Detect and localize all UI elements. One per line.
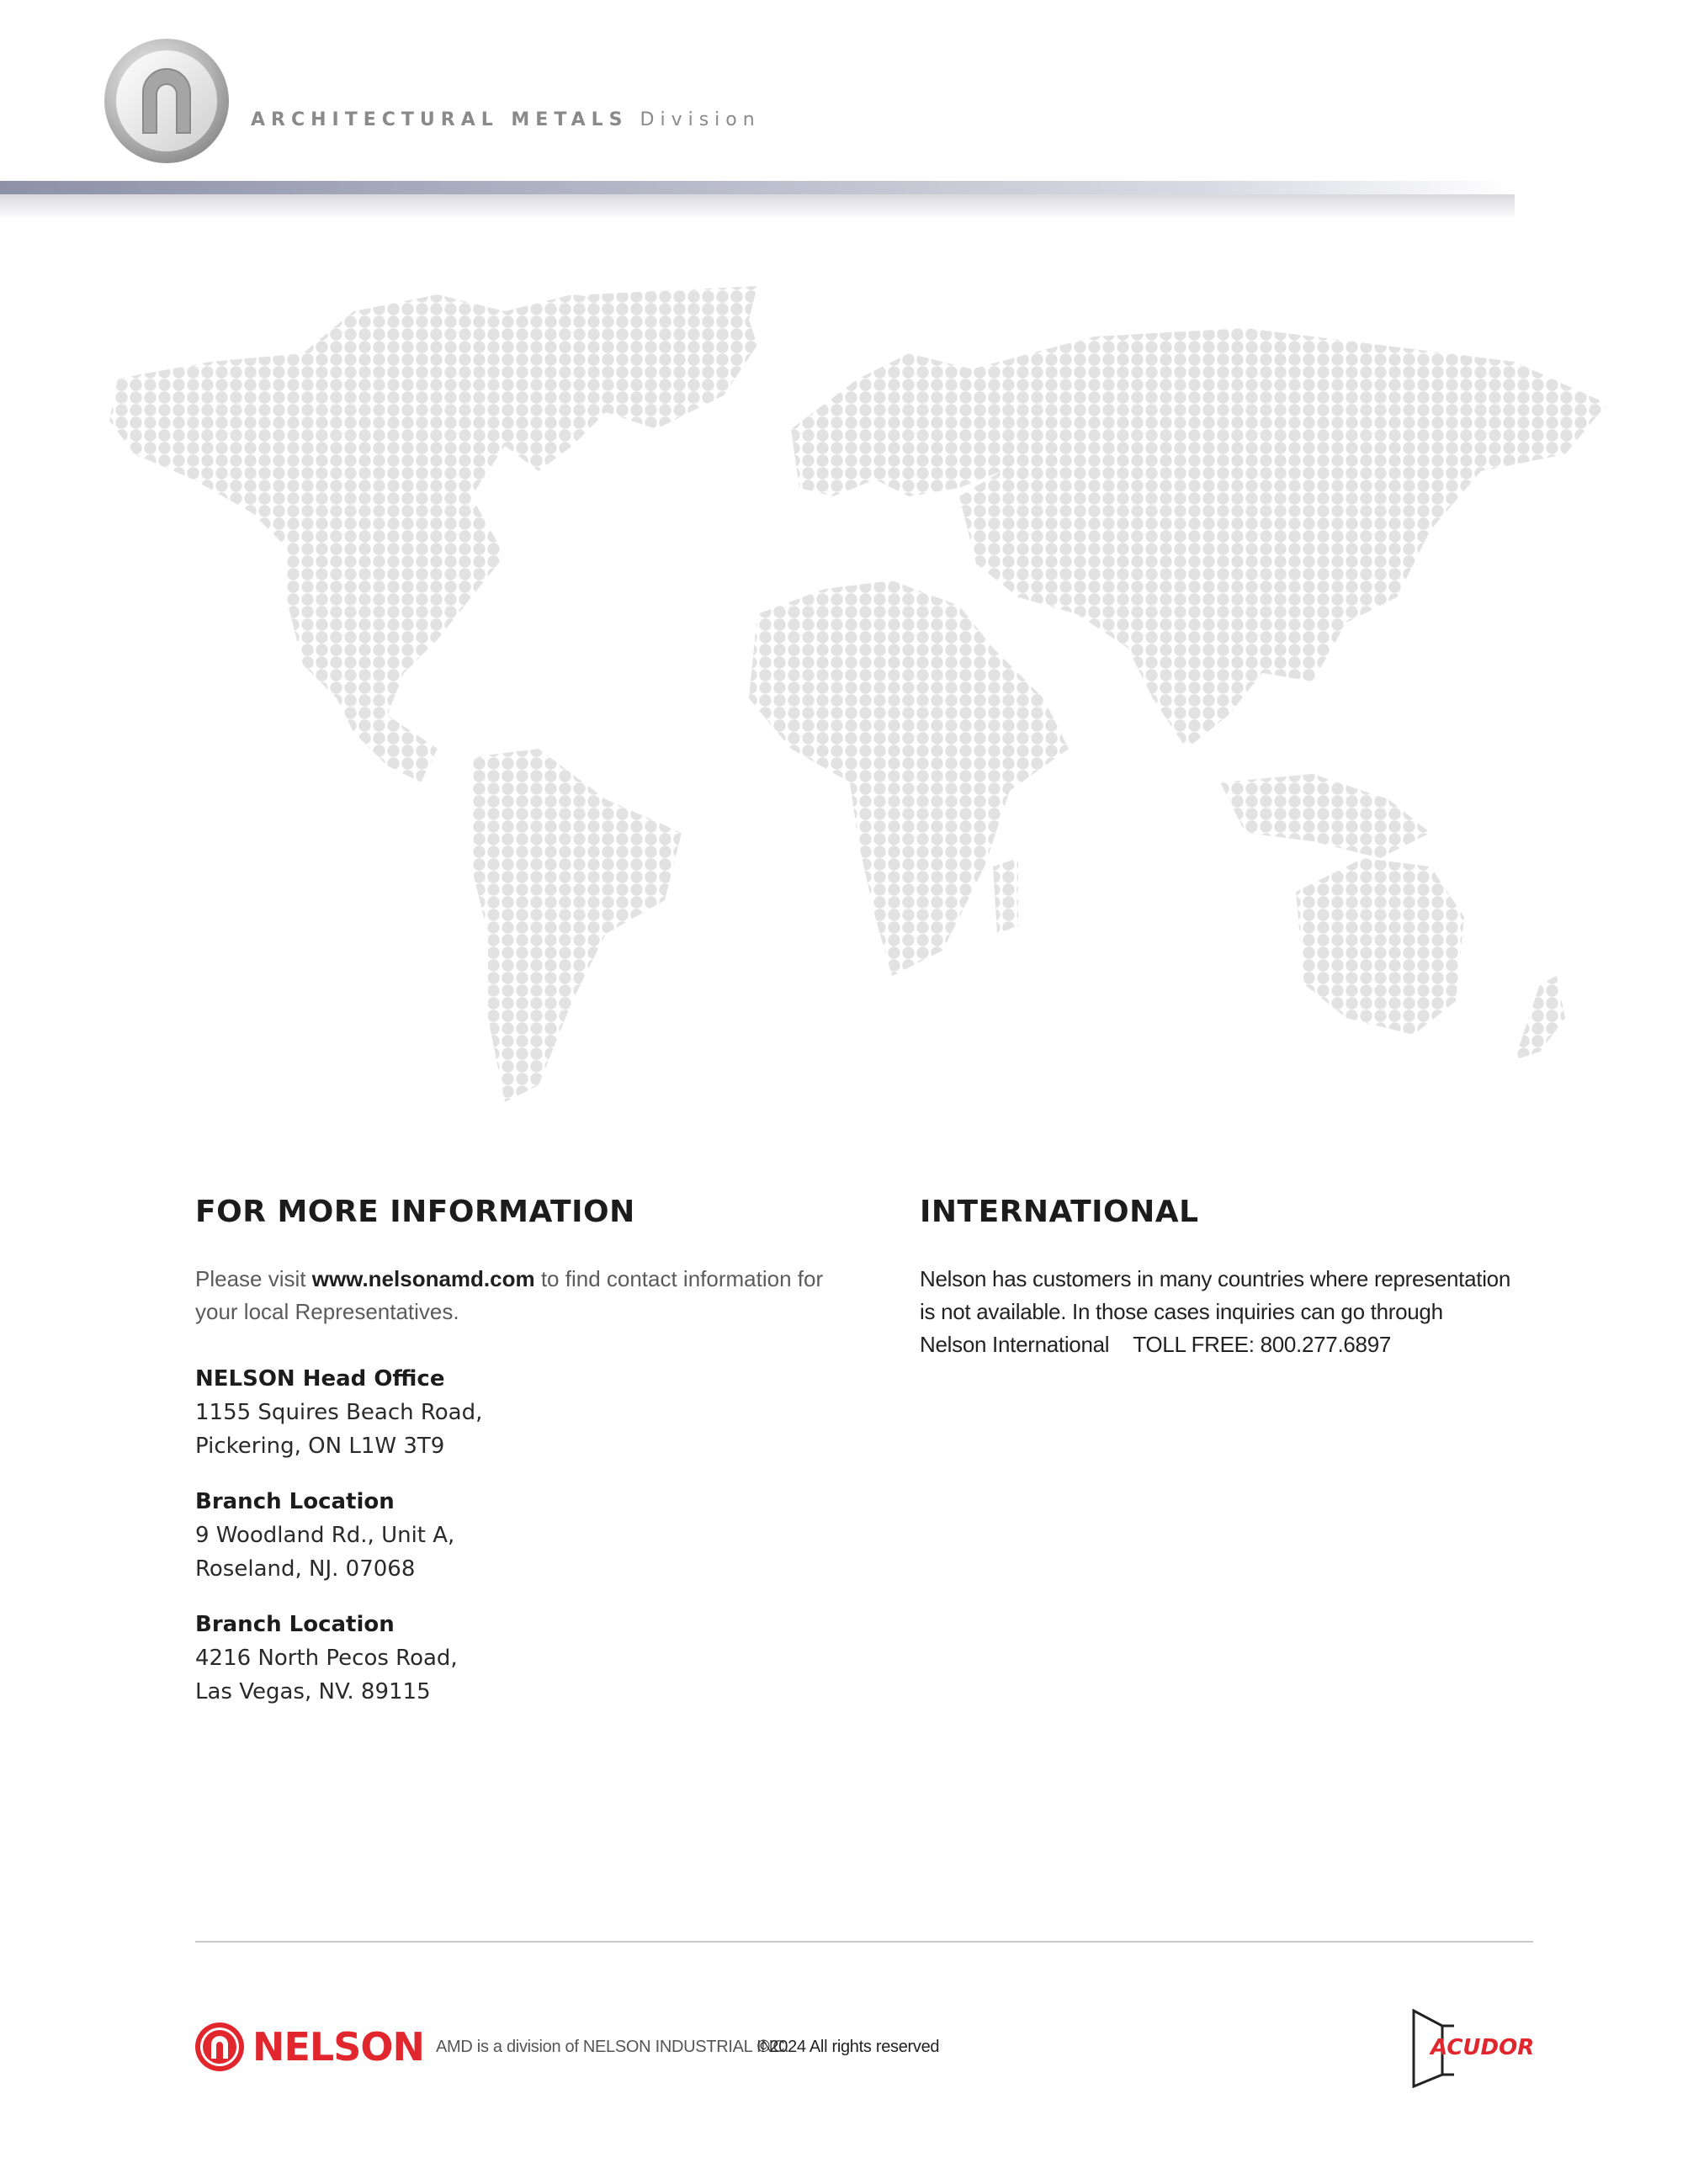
toll-free-number: TOLL FREE: 800.277.6897 — [1133, 1332, 1392, 1357]
international-line: Nelson has customers in many countries where representation — [920, 1266, 1510, 1291]
location-title: Branch Location — [195, 1612, 395, 1637]
address-line: Roseland, NJ. 07068 — [195, 1556, 416, 1582]
nelson-amd-logo-icon — [99, 34, 234, 168]
address-line: 9 Woodland Rd., Unit A, — [195, 1523, 455, 1548]
page-header — [0, 0, 1688, 219]
footer-copyright: ©2024 All rights reserved — [757, 2038, 940, 2056]
acudor-wordmark: ACUDOR — [1431, 2035, 1535, 2060]
international-line — [920, 1328, 1559, 1361]
footer-division-note: AMD is a division of NELSON INDUSTRIAL INC. — [436, 2038, 789, 2056]
international-section — [920, 1195, 1559, 1361]
international-heading: INTERNATIONAL — [920, 1195, 1199, 1229]
header-bar — [0, 181, 1515, 194]
map-madagascar — [993, 858, 1018, 934]
branch-nj-address — [195, 1485, 852, 1586]
division-title — [251, 109, 761, 130]
nelson-n-icon — [194, 2021, 246, 2073]
head-office-address — [195, 1362, 852, 1463]
division-title-bold: ARCHITECTURAL METALS — [251, 109, 629, 130]
more-info-section — [195, 1195, 852, 1731]
location-title: Branch Location — [195, 1489, 395, 1514]
nelson-wordmark: NELSON — [252, 2024, 424, 2070]
intro-suffix: to find contact information for your local Representatives. — [195, 1266, 824, 1324]
world-map-dotted — [0, 278, 1688, 1119]
international-name: Nelson International — [920, 1332, 1110, 1357]
address-line: 1155 Squires Beach Road, — [195, 1400, 483, 1425]
international-text — [920, 1263, 1559, 1361]
nelson-logo — [194, 2017, 424, 2076]
website-link[interactable]: www.nelsonamd.com — [311, 1266, 535, 1291]
more-info-intro — [195, 1263, 852, 1328]
map-australia — [1296, 858, 1464, 1035]
address-line: Las Vegas, NV. 89115 — [195, 1679, 431, 1704]
map-south-america — [471, 749, 682, 1102]
map-new-zealand — [1515, 976, 1565, 1060]
address-line: Pickering, ON L1W 3T9 — [195, 1434, 445, 1459]
location-title: NELSON Head Office — [195, 1366, 445, 1392]
map-africa — [749, 580, 1069, 976]
header-shadow — [0, 194, 1515, 220]
branch-nv-address — [195, 1608, 852, 1709]
footer-divider — [195, 1941, 1533, 1943]
international-line: is not available. In those cases inquiries can go through — [920, 1299, 1443, 1324]
map-asia — [959, 328, 1607, 749]
address-line: 4216 North Pecos Road, — [195, 1646, 458, 1671]
map-se-asia — [1220, 774, 1431, 858]
division-title-light: Division — [640, 109, 761, 130]
intro-prefix: Please visit — [195, 1266, 312, 1291]
more-info-heading: FOR MORE INFORMATION — [195, 1195, 635, 1229]
